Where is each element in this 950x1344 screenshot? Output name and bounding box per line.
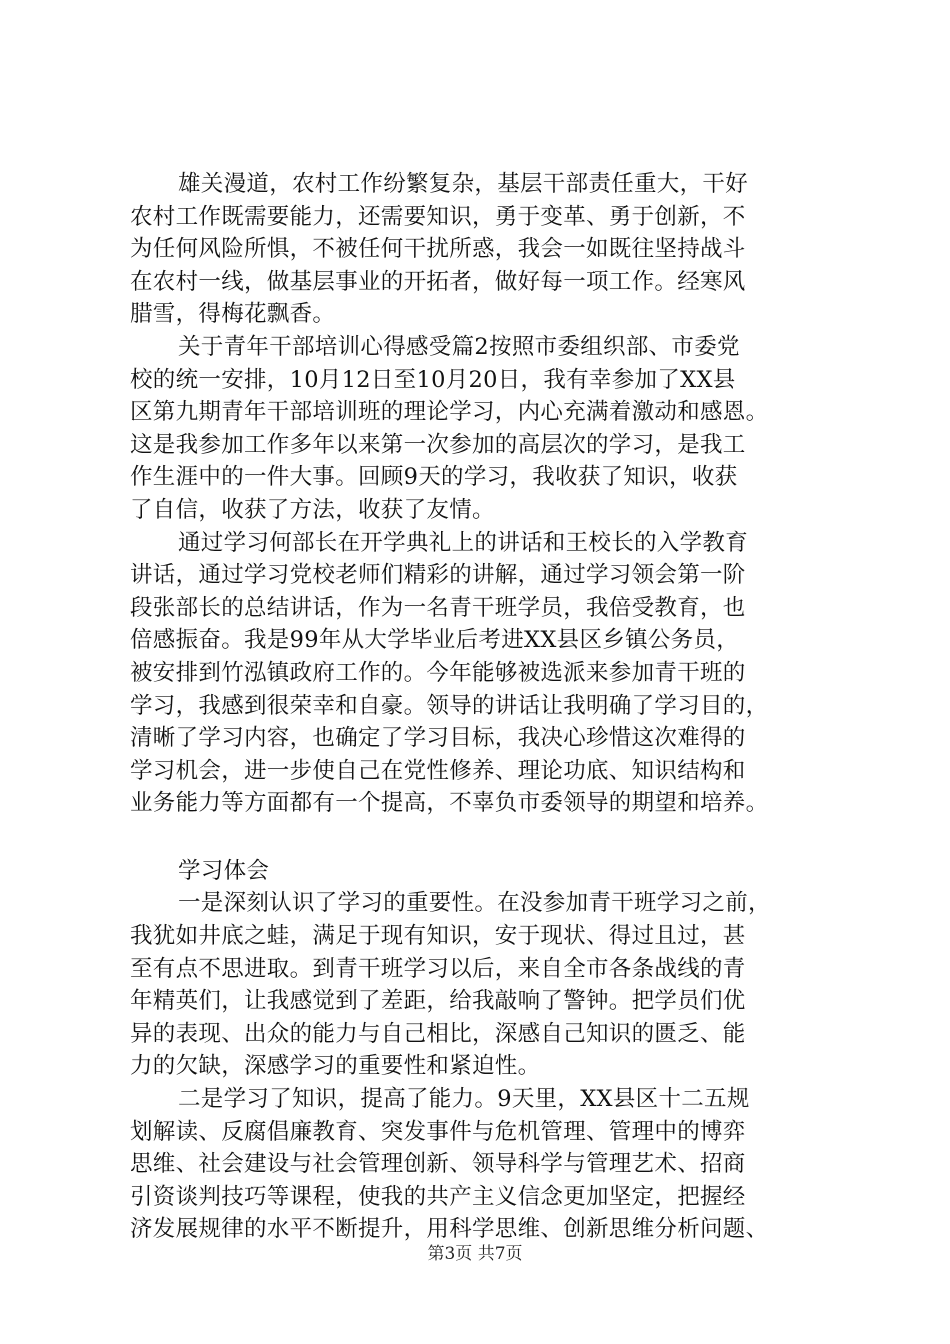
text-line: 通过学习何部长在开学典礼上的讲话和王校长的入学教育 xyxy=(178,529,749,556)
paragraph-3 xyxy=(130,527,820,820)
text-line: 腊雪，得梅花飘香。 xyxy=(130,301,336,328)
text-line: 区第九期青年干部培训班的理论学习，内心充满着激动和感恩。 xyxy=(130,399,769,426)
text-line: 农村工作既需要能力，还需要知识，勇于变革、勇于创新，不 xyxy=(130,203,746,230)
text-line: 二是学习了知识，提高了能力。9天里，XX县区十二五规 xyxy=(178,1086,750,1113)
paragraph-1 xyxy=(130,168,820,331)
paragraph-2 xyxy=(130,331,820,527)
text-line: 作生涯中的一件大事。回顾9天的学习，我收获了知识，收获 xyxy=(130,464,738,491)
text-line: 年精英们，让我感觉到了差距，给我敲响了警钟。把学员们优 xyxy=(130,988,746,1015)
paragraph-4 xyxy=(130,887,820,1083)
text-line: 引资谈判技巧等课程，使我的共产主义信念更加坚定，把握经 xyxy=(130,1183,746,1210)
paragraph-5 xyxy=(130,1083,820,1246)
text-line: 异的表现、出众的能力与自己相比，深感自己知识的匮乏、能 xyxy=(130,1020,746,1047)
text-line: 划解读、反腐倡廉教育、突发事件与危机管理、管理中的博弈 xyxy=(130,1118,746,1145)
text-line: 清晰了学习内容，也确定了学习目标，我决心珍惜这次难得的 xyxy=(130,725,746,752)
text-line: 讲话，通过学习党校老师们精彩的讲解，通过学习领会第一阶 xyxy=(130,562,746,589)
section-heading-text: 学习体会 xyxy=(178,857,270,884)
text-line: 倍感振奋。我是99年从大学毕业后考进XX县区乡镇公务员， xyxy=(130,627,740,654)
text-line: 关于青年干部培训心得感受篇2按照市委组织部、市委党 xyxy=(178,333,740,360)
text-line: 业务能力等方面都有一个提高，不辜负市委领导的期望和培养。 xyxy=(130,790,769,817)
section-heading xyxy=(130,855,820,888)
text-line: 段张部长的总结讲话，作为一名青干班学员，我倍受教育，也 xyxy=(130,594,746,621)
document-body xyxy=(130,168,820,1246)
text-line: 了自信，收获了方法，收获了友情。 xyxy=(130,496,495,523)
text-line: 力的欠缺，深感学习的重要性和紧迫性。 xyxy=(130,1053,541,1080)
text-line: 在农村一线，做基层事业的开拓者，做好每一项工作。经寒风 xyxy=(130,268,746,295)
text-line: 雄关漫道，农村工作纷繁复杂，基层干部责任重大，干好 xyxy=(178,171,749,197)
text-line: 至有点不思进取。到青干班学习以后，来自全市各条战线的青 xyxy=(130,955,746,982)
text-line: 这是我参加工作多年以来第一次参加的高层次的学习，是我工 xyxy=(130,431,746,458)
text-line: 为任何风险所惧，不被任何干扰所惑，我会一如既往坚持战斗 xyxy=(130,236,746,263)
page-number-footer: 第3页 共7页 xyxy=(427,1244,523,1264)
text-line: 一是深刻认识了学习的重要性。在没参加青干班学习之前， xyxy=(178,890,771,917)
text-line: 学习，我感到很荣幸和自豪。领导的讲话让我明确了学习目的， xyxy=(130,692,769,719)
text-line: 校的统一安排，10月12日至10月20日，我有幸参加了XX县 xyxy=(130,366,736,393)
text-line: 思维、社会建设与社会管理创新、领导科学与管理艺术、招商 xyxy=(130,1151,746,1178)
text-line: 济发展规律的水平不断提升，用科学思维、创新思维分析问题、 xyxy=(130,1216,769,1243)
text-line: 学习机会，进一步使自己在党性修养、理论功底、知识结构和 xyxy=(130,757,746,784)
text-line: 被安排到竹泓镇政府工作的。今年能够被选派来参加青干班的 xyxy=(130,659,746,686)
text-line: 我犹如井底之蛙，满足于现有知识，安于现状、得过且过，甚 xyxy=(130,923,746,950)
